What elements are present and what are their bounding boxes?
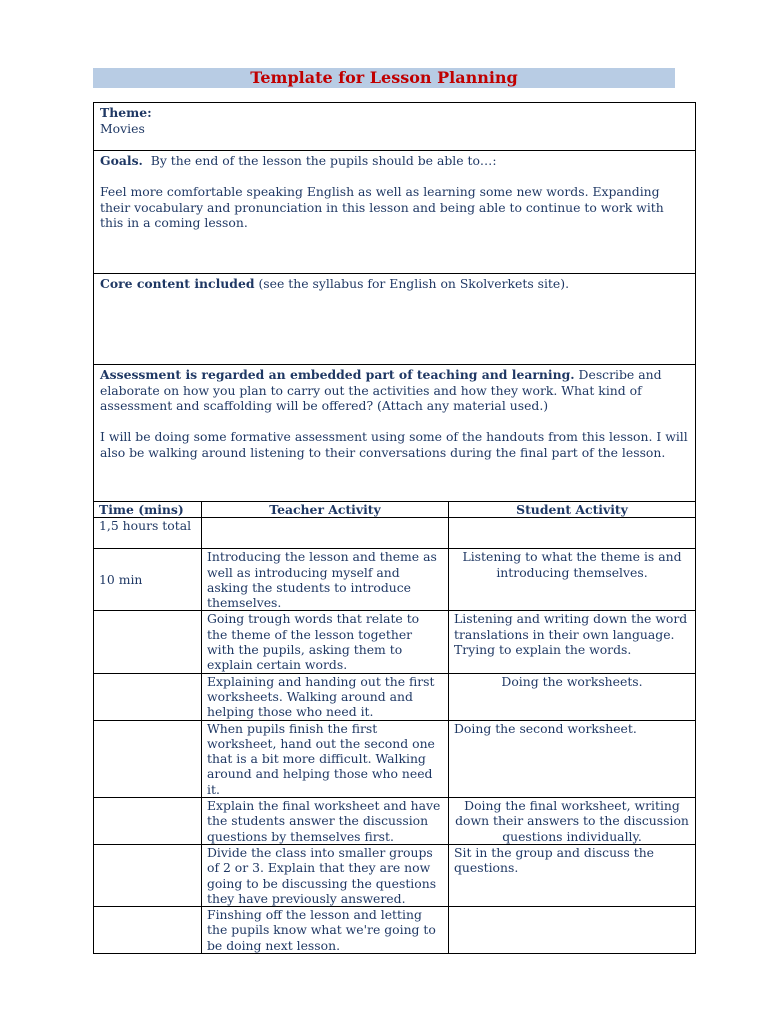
theme-section (94, 103, 695, 151)
table-row (94, 673, 696, 720)
teacher-cell: Divide the class into smaller groups of 2 or 3. Explain that they are now going to be discussing the questions they have previously answered. (202, 844, 449, 906)
time-cell: 1,5 hours total (94, 518, 202, 549)
teacher-cell: Introducing the lesson and theme as well as introducing myself and asking the students to introduce themselves. (202, 549, 449, 611)
assessment-section (94, 365, 695, 502)
teacher-cell (202, 518, 449, 549)
assessment-label: Assessment is regarded an embedded part of teaching and learning. (100, 367, 575, 382)
table-header-row (94, 502, 696, 518)
student-cell: Doing the final worksheet, writing down their answers to the discussion questions individually. (449, 798, 696, 845)
student-cell: Doing the worksheets. (449, 673, 696, 720)
activity-table (93, 501, 696, 954)
time-cell (94, 907, 202, 954)
page-title: Template for Lesson Planning (250, 68, 518, 87)
lesson-info-frame (93, 102, 696, 502)
table-row (94, 720, 696, 797)
time-cell (94, 798, 202, 845)
core-content-section (94, 274, 695, 365)
theme-value: Movies (100, 120, 145, 136)
student-cell (449, 907, 696, 954)
title-bar (93, 68, 675, 88)
goals-intro: By the end of the lesson the pupils should be able to…: (150, 153, 497, 168)
student-cell: Listening and writing down the word translations in their own language. Trying to explain the words. (449, 611, 696, 673)
table-row (94, 907, 696, 954)
goals-section (94, 151, 695, 274)
time-cell: 10 min (94, 549, 202, 611)
table-row (94, 549, 696, 611)
goals-text: Feel more comfortable speaking English as well as learning some new words. Expanding their vocabulary and pronunciation in this lesson and being able to continue to work with this in a coming lesson. (100, 184, 664, 230)
time-cell (94, 844, 202, 906)
core-note: (see the syllabus for English on Skolverkets site). (258, 276, 570, 291)
theme-label: Theme: (100, 105, 152, 120)
student-cell: Sit in the group and discuss the questions. (449, 844, 696, 906)
goals-label: Goals. (100, 153, 143, 168)
teacher-cell: When pupils finish the first worksheet, hand out the second one that is a bit more difficult. Walking around and helping those who need it. (202, 720, 449, 797)
time-cell (94, 611, 202, 673)
table-row (94, 518, 696, 549)
table-row (94, 798, 696, 845)
core-label: Core content included (100, 276, 255, 291)
header-teacher: Teacher Activity (202, 502, 449, 518)
teacher-cell: Going trough words that relate to the theme of the lesson together with the pupils, asking them to explain certain words. (202, 611, 449, 673)
teacher-cell: Explaining and handing out the first worksheets. Walking around and helping those who need it. (202, 673, 449, 720)
time-cell (94, 720, 202, 797)
time-cell (94, 673, 202, 720)
header-time: Time (mins) (94, 502, 202, 518)
student-cell: Doing the second worksheet. (449, 720, 696, 797)
teacher-cell: Explain the final worksheet and have the students answer the discussion questions by themselves first. (202, 798, 449, 845)
table-row (94, 844, 696, 906)
table-row (94, 611, 696, 673)
assessment-intro: Describe and elaborate on how you plan to carry out the activities and how they work. What kind of assessment and scaffolding will be offered? (Attach any material used.) (100, 367, 662, 413)
teacher-cell: Finshing off the lesson and letting the pupils know what we're going to be doing next lesson. (202, 907, 449, 954)
student-cell: Listening to what the theme is and introducing themselves. (449, 549, 696, 611)
assessment-text: I will be doing some formative assessment using some of the handouts from this lesson. I will also be walking around listening to their conversations during the final part of the lesson. (100, 429, 688, 460)
header-student: Student Activity (449, 502, 696, 518)
student-cell (449, 518, 696, 549)
